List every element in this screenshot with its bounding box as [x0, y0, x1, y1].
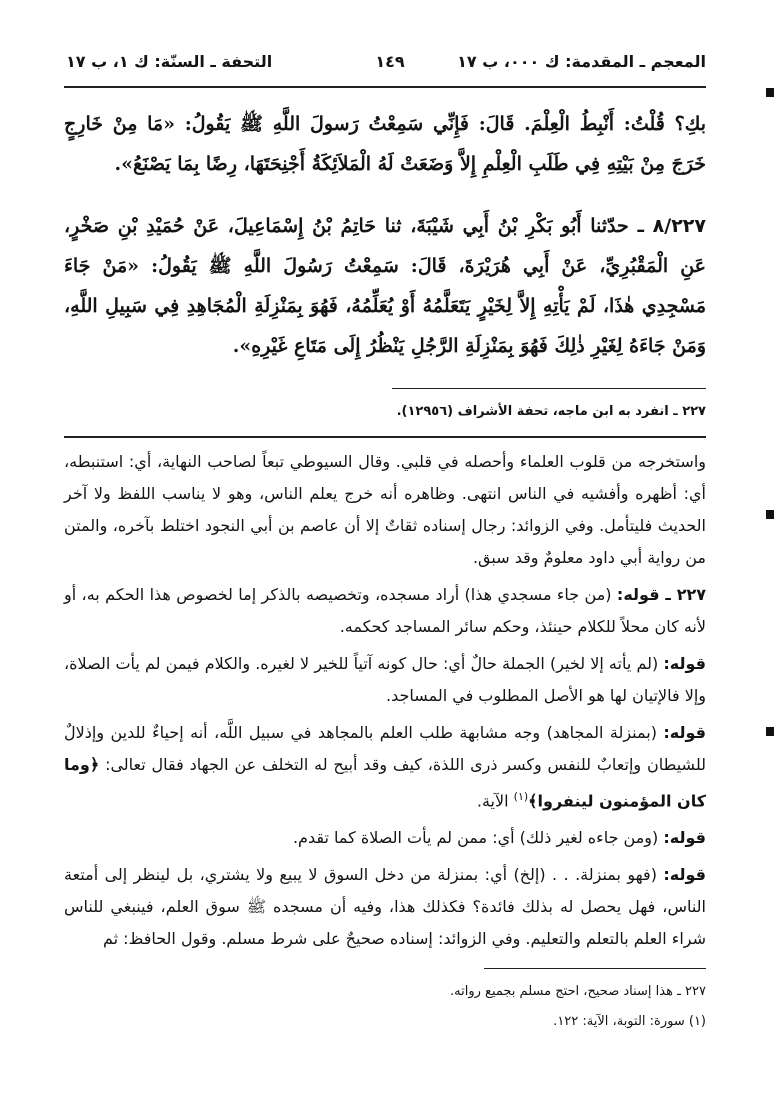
commentary-label: ٢٢٧ ـ قوله:	[616, 585, 706, 604]
commentary-label: قوله:	[663, 654, 706, 673]
header-rule	[64, 86, 706, 88]
margin-mark	[766, 727, 774, 736]
footnote: (١) سورة: التوبة، الآية: ١٢٢.	[553, 1014, 706, 1029]
commentary-paragraph: قوله: (بمنزلة المجاهد) وجه مشابهة طلب العلم بالمجاهد في سبيل اللَّه، أنه إحياءٌ للدين وإذلالٌ للشيطان وإتعابٌ للنفس وكسر ذرى اللذة، كيف وقد أبيح له التخلف عن الجهاد فقال تعالى: ﴿وما كان المؤمنون لينفروا﴾$^{(١)}$ الآية.	[64, 723, 706, 811]
running-header-right: المعجم ـ المقدمة: ك ٠٠٠، ب ١٧	[457, 52, 706, 71]
footnote: ٢٢٧ ـ هذا إسناد صحيح، احتج مسلم بجميع رواته.	[450, 984, 706, 999]
commentary-label: قوله:	[663, 828, 706, 848]
commentary	[64, 446, 706, 960]
hadith-separator	[392, 388, 706, 389]
commentary-paragraph: واستخرجه من قلوب العلماء وأحصله في قلبي. وقال السيوطي تبعاً لصاحب النهاية، أي: استنبطه، أي: أظهره وأفشيه في الناس انتهى. وظاهره أنه خرج يعلم الناس، وهو لا يناسب اللفظ ولا آخر الحديث فليتأمل. وفي الزوائد: رجال إسناده ثقاتٌ إلا أن عاصم بن أبي النجود اختلط بآخره، والمتن من رواية أبي داود معلومٌ وقد سبق.	[64, 452, 706, 567]
commentary-paragraph: ٢٢٧ ـ قوله: (من جاء مسجدي هذا) أراد مسجده، وتخصيصه بالذكر إما لخصوص هذا الحكم به، أو لأنه كان محلاً للكلام حينئذ، وحكم سائر المساجد كحكمه.	[64, 585, 706, 636]
footnote-separator	[484, 968, 706, 969]
hadith-body: حدّثنا أَبُو بَكْرِ بْنُ أَبِي شَيْبَةَ، ثنا حَاتِمُ بْنُ إِسْمَاعِيلَ، عَنْ حُمَيْدِ بْنِ صَخْرٍ، عَنِ الْمَقْبُرِيِّ، عَنْ أَبِي هُرَيْرَةَ، قَالَ: سَمِعْتُ رَسُولَ اللَّهِ ﷺ يَقُولُ: «مَنْ جَاءَ مَسْجِدِي هٰذَا، لَمْ يَأْتِهِ إِلاَّ لِخَيْرٍ يَتَعَلَّمُهُ أَوْ يُعَلِّمُهُ، فَهُوَ بِمَنْزِلَةِ الْمُجَاهِدِ فِي سَبِيلِ اللَّهِ، وَمَنْ جَاءَهُ لِغَيْرِ ذٰلِكَ فَهُوَ بِمَنْزِلَةِ الرَّجُلِ يَنْظُرُ إِلَى مَتَاعِ غَيْرِهِ».	[64, 215, 706, 357]
commentary-label: قوله:	[663, 865, 706, 885]
hadith-continuation: بكِ؟ قُلْتُ: أَنْبِطُ الْعِلْمَ. قَالَ: فَإِنِّي سَمِعْتُ رَسولَ اللَّهِ ﷺ يَقُولُ: «مَا مِنْ خَارِجٍ خَرَجَ مِنْ بَيْتِهِ فِي طَلَبِ الْعِلْمِ إِلاَّ وَضَعَتْ لَهُ الْمَلاَئِكَةُ أَجْنِحَتَهَا، رِضًا بِمَا يَصْنَعُ».	[64, 113, 706, 175]
takhrij-note: ٢٢٧ ـ انفرد به ابن ماجه، تحفة الأشراف (١٢٩٥٦).	[396, 404, 706, 419]
hadith-227	[64, 206, 706, 366]
commentary-paragraph: قوله: (لم يأته إلا لخير) الجملة حالٌ أي: حال كونه آتياً للخير لا لغيره. والكلام فيمن لم يأت الصلاة، وإلا فالإتيان لها هو الأصل المطلوب في المساجد.	[64, 654, 706, 705]
running-header-left: التحفة ـ السنّة: ك ١، ب ١٧	[66, 52, 273, 71]
page-number: ١٤٩	[375, 52, 405, 71]
margin-mark	[766, 88, 774, 97]
quran-quote: ﴿وما كان المؤمنون لينفروا﴾	[64, 755, 706, 811]
commentary-label: قوله:	[663, 723, 706, 742]
section-separator	[64, 436, 706, 438]
footnote-ref: (١)	[513, 790, 529, 803]
hadith-number: ٨/٢٢٧ ـ	[637, 215, 706, 237]
commentary-paragraph: قوله: (فهو بمنزلة. . . (إلخ) أي: بمنزلة من دخل السوق لا يبيع ولا يشتري، بل لينظر إلى أمتعة الناس، فهل يحصل له بذلك فائدة؟ فكذلك هذا، وفيه أن مسجده ﷺ سوق العلم، فينبغي للناس شراء العلم بالتعلم والتعليم. وفي الزوائد: إسناده صحيحٌ على شرط مسلم. وقول الحافظ: ثم	[64, 865, 706, 949]
commentary-paragraph: قوله: (ومن جاءه لغير ذلك) أي: ممن لم يأت الصلاة كما تقدم.	[292, 828, 706, 848]
margin-mark	[766, 510, 774, 519]
